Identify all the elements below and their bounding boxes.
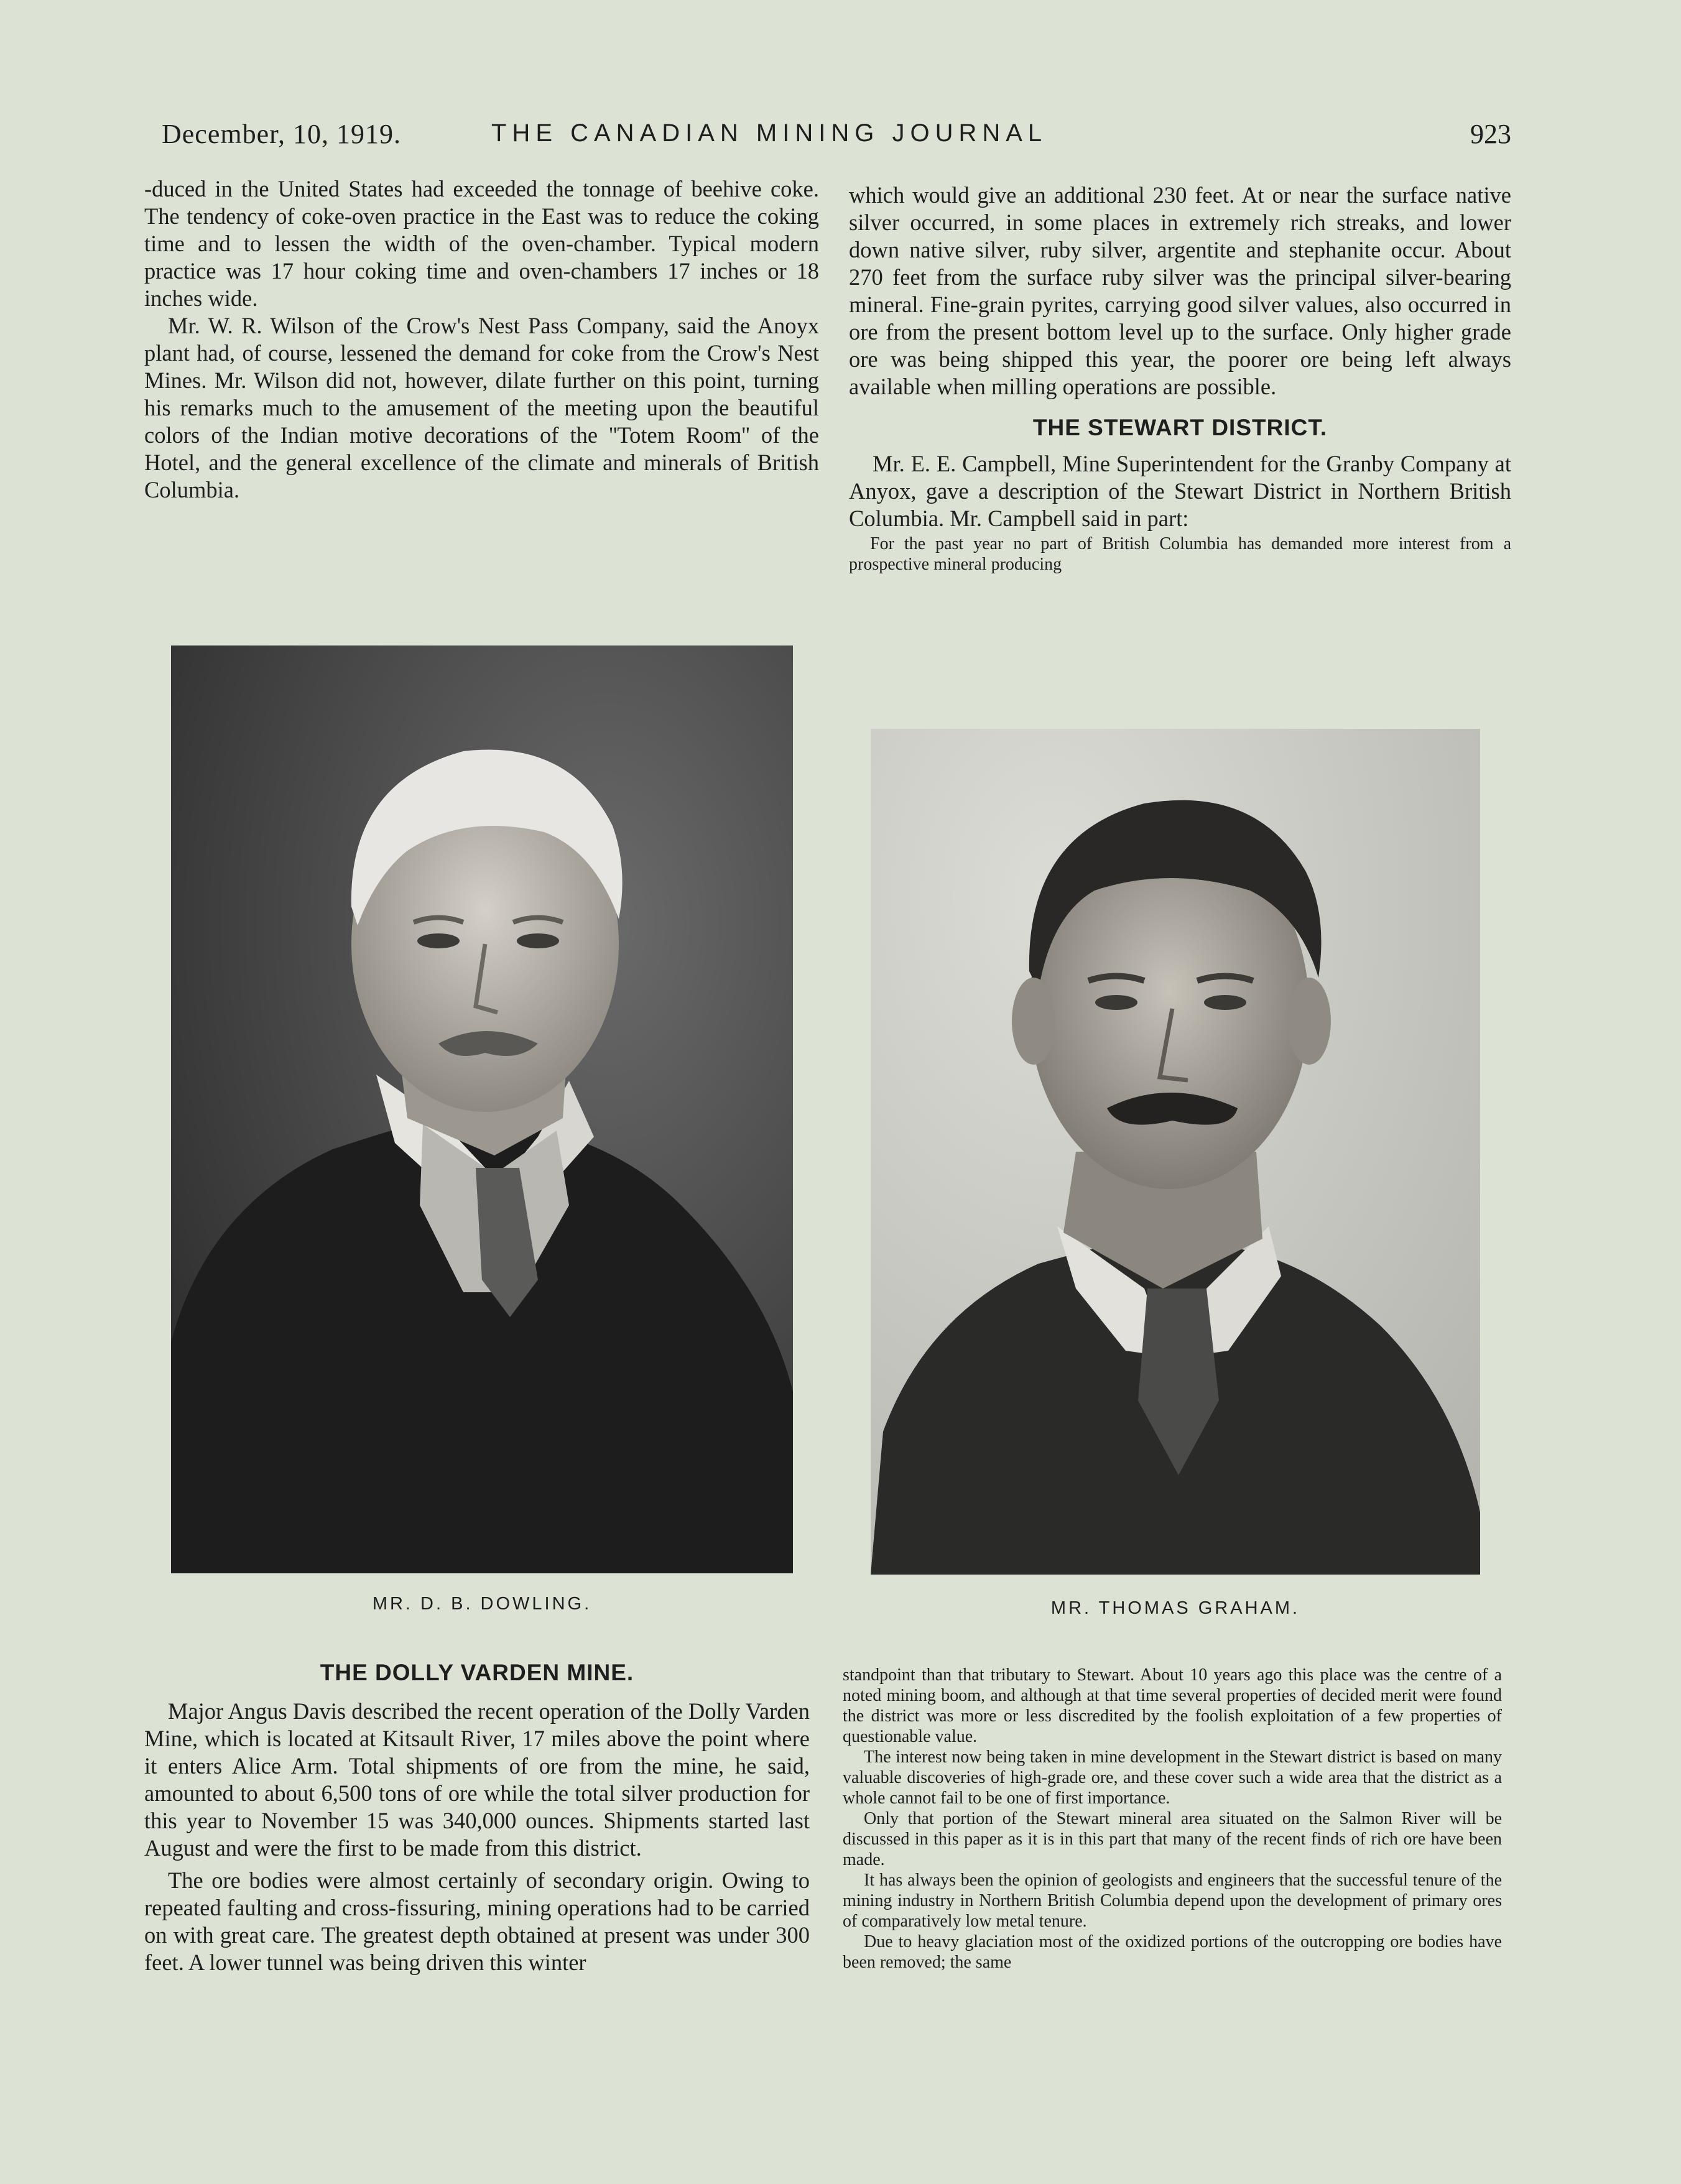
photo-caption-dowling: MR. D. B. DOWLING. [372,1594,592,1614]
paragraph: The ore bodies were almost certainly of secondary origin. Owing to repeated faulting and cross-fissuring, mining operations had to be carried on with great care. The greatest depth obtained at present was under 300 feet. A lower tunnel was being driven this winter [144,1867,810,1975]
paragraph: Mr. W. R. Wilson of the Crow's Nest Pass Company, said the Anoyx plant had, of course, lessened the demand for coke from the Crow's Nest Mines. Mr. Wilson did not, however, dilate further on this point, turning his remarks much to the amusement of the meeting upon the beautiful colors of the Indian motive decorations of the ''Totem Room'' of the Hotel, and the general excellence of the climate and minerals of British Columbia. [144,313,819,502]
page-number: 923 [1470,119,1511,149]
journal-title: THE CANADIAN MINING JOURNAL [491,119,1048,147]
paragraph: -duced in the United States had exceeded the tonnage of beehive coke. The tendency of coke-oven practice in the East was to reduce the coking time and to lessen the width of the oven-chamber. Typical modern practice was 17 hour coking time and oven-chambers 17 inches or 18 inches wide. [144,176,819,311]
paragraph: The interest now being taken in mine development in the Stewart district is based on many valuable discoveries of high-grade ore, and these cover such a wide area that the district as a whole cannot fail to be one of first importance. [843,1747,1502,1808]
photo-caption-graham: MR. THOMAS GRAHAM. [1050,1598,1300,1618]
paragraph: standpoint than that tributary to Stewart. About 10 years ago this place was the centre of a noted mining boom, and although at that time several properties of decided merit were found the district was more or less discredited by the foolish exploitation of a few properties of questionable value. [843,1665,1502,1746]
left-column-top [144,175,819,504]
page-header [159,118,1511,155]
paragraph: which would give an additional 230 feet. At or near the surface native silver occurred, in some places in extremely rich streaks, and lower down native silver, ruby silver, argentite and stephanite occur. About 270 feet from the surface ruby silver was the principal silver-bearing mineral. Fine-grain pyrites, carrying good silver values, also occurred in ore from the present bottom level up to the surface. Only higher grade ore was being shipped this year, the poorer ore being left always available when milling operations are possible. [849,182,1511,399]
issue-date: December, 10, 1919. [162,119,402,149]
paragraph: It has always been the opinion of geologists and engineers that the successful tenure of the mining industry in Northern British Columbia depend upon the development of primary ores of comparatively low metal tenure. [843,1871,1502,1931]
paragraph: Mr. E. E. Campbell, Mine Superintendent for the Granby Company at Anyox, gave a description of the Stewart District in Northern British Columbia. Mr. Campbell said in part: [849,451,1511,531]
paragraph: Due to heavy glaciation most of the oxidized portions of the outcropping ore bodies have been removed; the same [843,1932,1502,1972]
portrait-photo-graham [871,729,1480,1575]
section-heading: THE STEWART DISTRICT. [1032,415,1328,440]
paragraph: Only that portion of the Stewart mineral area situated on the Salmon River will be discussed in this paper as it is in this part that many of the recent finds of rich ore have been made. [843,1809,1502,1869]
right-column-bottom [843,1665,1502,1973]
left-column-bottom [144,1659,810,1976]
paragraph: Major Angus Davis described the recent operation of the Dolly Varden Mine, which is located at Kitsault River, 17 miles above the point where it enters Alice Arm. Total shipments of ore from the mine, he said, amounted to about 6,500 tons of ore while the total silver production for this year to November 15 was 340,000 ounces. Shipments started last August and were the first to be made from this district. [144,1698,810,1861]
section-heading: THE DOLLY VARDEN MINE. [320,1660,634,1685]
right-column-top [849,182,1511,575]
portrait-photo-dowling [171,645,793,1573]
paragraph: For the past year no part of British Columbia has demanded more interest from a prospective mineral producing [849,534,1511,574]
